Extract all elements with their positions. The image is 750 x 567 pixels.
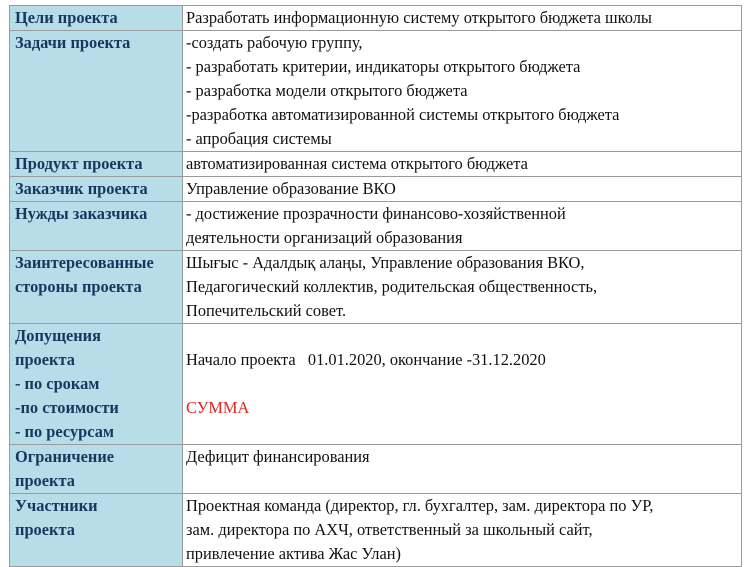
table-row-goals: [10, 6, 742, 31]
table-row-customer-needs: [10, 202, 742, 251]
row-value: -создать рабочую группу, - разработать критерии, индикаторы открытого бюджета - разработка модели открытого бюджета -разработка автоматизированной системы открытого бюджета - апробация системы: [183, 31, 742, 152]
row-label: Заинтересованные стороны проекта: [10, 251, 183, 324]
row-value: Управление образование ВКО: [183, 177, 742, 202]
table-row-assumptions: [10, 324, 742, 445]
row-value: Дефицит финансирования: [183, 445, 742, 494]
budget-sum: СУММА: [186, 398, 250, 417]
table-row-customer: [10, 177, 742, 202]
row-label: Участники проекта: [10, 494, 183, 567]
row-value: Шығыс - Адалдық алаңы, Управление образования ВКО, Педагогический коллектив, родительская общественность, Попечительский совет.: [183, 251, 742, 324]
table-row-product: [10, 152, 742, 177]
project-passport-table: [9, 5, 742, 567]
row-value: автоматизированная система открытого бюджета: [183, 152, 742, 177]
table-row-participants: [10, 494, 742, 567]
row-value: Проектная команда (директор, гл. бухгалтер, зам. директора по УР, зам. директора по АХЧ, ответственный за школьный сайт, привлечение актива Жас Улан): [183, 494, 742, 567]
row-value: Разработать информационную систему открытого бюджета школы: [183, 6, 742, 31]
table-row-tasks: [10, 31, 742, 152]
table-row-constraints: [10, 445, 742, 494]
row-value: - достижение прозрачности финансово-хозяйственной деятельности организаций образования: [183, 202, 742, 251]
row-label: Заказчик проекта: [10, 177, 183, 202]
table-row-stakeholders: [10, 251, 742, 324]
row-label: Цели проекта: [10, 6, 183, 31]
project-dates: Начало проекта 01.01.2020, окончание -31.12.2020: [186, 350, 546, 369]
row-label: Допущения проекта - по срокам -по стоимости - по ресурсам: [10, 324, 183, 445]
row-label: Продукт проекта: [10, 152, 183, 177]
row-label: Задачи проекта: [10, 31, 183, 152]
row-label: Ограничение проекта: [10, 445, 183, 494]
row-label: Нужды заказчика: [10, 202, 183, 251]
row-value: [183, 324, 742, 445]
